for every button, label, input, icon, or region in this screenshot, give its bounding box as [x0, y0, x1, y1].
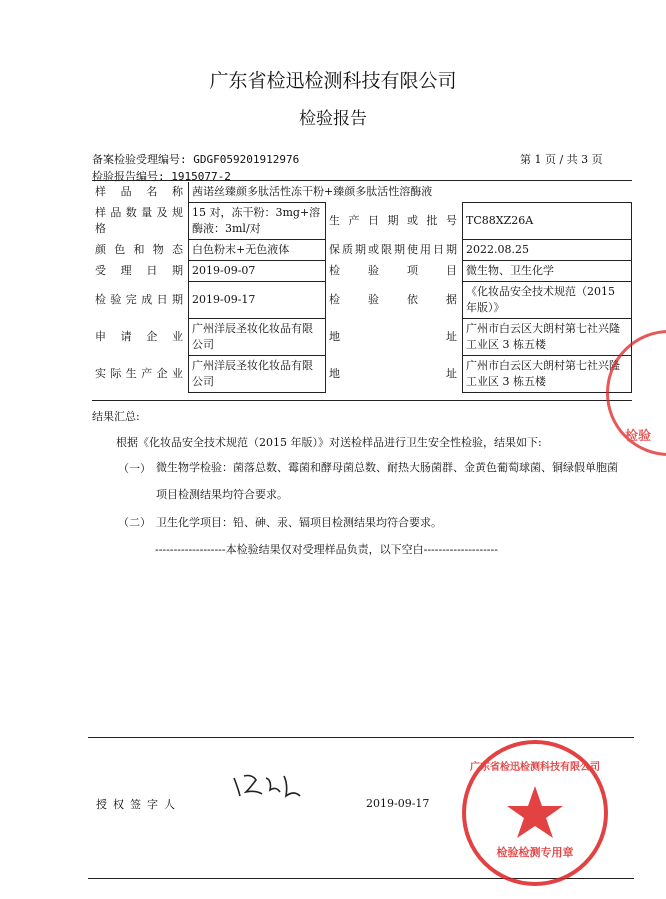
table-bottom-rule: [92, 400, 632, 401]
page-indicator: 第 1 页 / 共 3 页: [520, 153, 603, 166]
summary-title: 结果汇总:: [92, 410, 140, 423]
item1-number: （一）: [118, 462, 151, 475]
items-value: 微生物、卫生化学: [463, 261, 632, 282]
row-color: [92, 240, 632, 261]
basis-label: 检验依据: [329, 293, 459, 306]
item2-text: 卫生化学项目：铅、砷、汞、镉项目检测结果均符合要求。: [156, 516, 442, 529]
applicant-value: 广州洋辰圣妆化妆品有限公司: [189, 319, 326, 356]
quantity-label: 样品数量及规格: [95, 206, 185, 235]
row-completed: [92, 282, 632, 319]
quantity-value: 15 对，冻干粉：3mg+溶酶液：3ml/对: [189, 203, 326, 240]
row-quantity: [92, 203, 632, 240]
summary-intro: 根据《化妆品安全技术规范（2015 年版）》对送检样品进行卫生安全性检验，结果如下:: [116, 436, 542, 449]
seal-bottom-text: 检验检测专用章: [496, 846, 574, 859]
producer-value: 广州洋辰圣妆化妆品有限公司: [189, 356, 326, 393]
producer-addr-value: 广州市白云区大朗村第七社兴隆工业区 3 栋五楼: [463, 356, 632, 393]
items-label: 检验项目: [329, 264, 459, 277]
official-seal: [462, 740, 608, 886]
item1-text: 微生物学检验：菌落总数、霉菌和酵母菌总数、耐热大肠菌群、金黄色葡萄球菌、铜绿假单胞菌项目检测结果均符合要求。: [156, 461, 618, 501]
signature-date: 2019-09-17: [366, 797, 430, 810]
received-value: 2019-09-07: [189, 261, 326, 282]
shelf-value: 2022.08.25: [463, 240, 632, 261]
received-label: 受理日期: [95, 264, 185, 277]
signer-label: 授权签字人: [96, 798, 181, 811]
producer-addr-label: 地址: [329, 367, 459, 380]
company-name: 广东省检迅检测科技有限公司: [209, 70, 457, 92]
applicant-addr-value: 广州市白云区大朗村第七社兴隆工业区 3 栋五楼: [463, 319, 632, 356]
row-received: [92, 261, 632, 282]
producer-label: 实际生产企业: [95, 367, 185, 380]
sample-name-value: 茜诺丝臻颜多肽活性冻干粉+臻颜多肽活性溶酶液: [189, 182, 632, 203]
side-seal-text: 检验: [625, 429, 652, 444]
applicant-addr-label: 地址: [329, 330, 459, 343]
row-producer: [92, 356, 632, 393]
row-sample-name: [92, 182, 632, 203]
report-number: 检验报告编号: 1915077-2: [92, 170, 231, 183]
basis-value: 《化妆品安全技术规范（2015 年版）》: [463, 282, 632, 319]
batch-value: TC88XZ26A: [463, 203, 632, 240]
table-top-rule: [92, 180, 632, 181]
applicant-label: 申请企业: [95, 330, 185, 343]
item2-number: （二）: [118, 516, 151, 529]
seal-company-text: 广东省检迅检测科技有限公司: [470, 762, 600, 773]
sample-info-table: [92, 182, 632, 393]
completed-label: 检验完成日期: [95, 293, 185, 306]
blank-below-note: -------------------本检验结果仅对受理样品负责，以下空白--------------------: [155, 543, 498, 556]
sample-name-label: 样品名称: [95, 185, 185, 199]
handwritten-signature: [228, 766, 308, 806]
report-title: 检验报告: [299, 109, 367, 129]
signature-top-rule: [88, 737, 634, 738]
shelf-label: 保质期或限期使用日期: [329, 243, 459, 256]
color-value: 白色粉末+无色液体: [189, 240, 326, 261]
completed-value: 2019-09-17: [189, 282, 326, 319]
color-label: 颜色和物态: [95, 243, 185, 256]
record-number: 备案检验受理编号: GDGF059201912976: [92, 153, 300, 166]
batch-label: 生产日期或批号: [329, 214, 459, 227]
row-applicant: [92, 319, 632, 356]
